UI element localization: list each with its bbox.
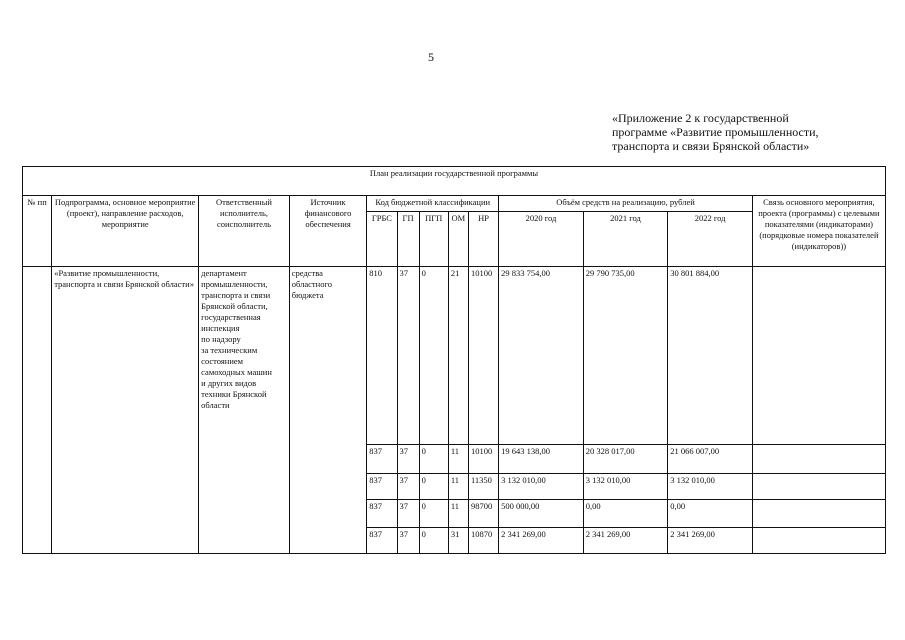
header-num: № пп [23,196,52,266]
cell-gp: 37 [397,527,419,553]
cell-link [752,473,885,499]
subheader-grbs: ГРБС [367,211,397,266]
cell-pgp: 0 [419,445,448,473]
cell-gp: 37 [397,500,419,527]
cell-link [752,266,885,445]
subheader-2020: 2020 год [499,211,584,266]
cell-2020: 500 000,00 [499,500,584,527]
cell-link [752,527,885,553]
cell-2022: 3 132 010,00 [668,473,753,499]
cell-2021: 0,00 [583,500,668,527]
header-volume: Объём средств на реализацию, рублей [499,196,753,211]
cell-om: 11 [448,473,468,499]
cell-pgp: 0 [419,473,448,499]
cell-executor: департамент промышленности, транспорта и связи Брянской области, государственная инспекция по надзору за техническим состоянием самоходных машин и других видов техники Брянской области [199,266,290,553]
cell-2022: 30 801 884,00 [668,266,753,445]
cell-2020: 29 833 754,00 [499,266,584,445]
appendix-line: транспорта и связи Брянской области» [612,139,810,153]
plan-table [22,166,886,554]
subheader-2022: 2022 год [668,211,753,266]
cell-2022: 21 066 007,00 [668,445,753,473]
cell-np: 10870 [468,527,498,553]
cell-2020: 3 132 010,00 [499,473,584,499]
cell-link [752,445,885,473]
cell-gp: 37 [397,445,419,473]
cell-np: 10100 [468,266,498,445]
cell-grbs: 837 [367,500,397,527]
cell-num [23,266,52,553]
subheader-gp: ГП [397,211,419,266]
cell-link [752,500,885,527]
cell-om: 31 [448,527,468,553]
cell-grbs: 810 [367,266,397,445]
cell-2021: 20 328 017,00 [583,445,668,473]
cell-2022: 2 341 269,00 [668,527,753,553]
page-number: 5 [428,50,434,64]
cell-2021: 3 132 010,00 [583,473,668,499]
header-budget-code: Код бюджетной классификации [367,196,499,211]
header-source: Источник финансового обеспечения [289,196,367,266]
cell-om: 21 [448,266,468,445]
cell-2022: 0,00 [668,500,753,527]
subheader-pgp: ПГП [419,211,448,266]
cell-2021: 2 341 269,00 [583,527,668,553]
cell-om: 11 [448,445,468,473]
subheader-om: ОМ [448,211,468,266]
cell-program: «Развитие промышленности, транспорта и связи Брянской области» [52,266,199,553]
subheader-np: НР [468,211,498,266]
cell-om: 11 [448,500,468,527]
cell-2020: 19 643 138,00 [499,445,584,473]
cell-2020: 2 341 269,00 [499,527,584,553]
table-title: План реализации государственной программы [23,167,886,196]
cell-2021: 29 790 735,00 [583,266,668,445]
header-program: Подпрограмма, основное мероприятие (проект), направление расходов, мероприятие [52,196,199,266]
cell-pgp: 0 [419,500,448,527]
cell-gp: 37 [397,473,419,499]
cell-grbs: 837 [367,445,397,473]
cell-pgp: 0 [419,527,448,553]
cell-np: 11350 [468,473,498,499]
appendix-line: «Приложение 2 к государственной [612,111,789,125]
appendix-line: программе «Развитие промышленности, [612,125,819,139]
appendix-caption [612,111,819,153]
cell-source: средства областного бюджета [289,266,367,553]
cell-grbs: 837 [367,473,397,499]
cell-np: 10100 [468,445,498,473]
subheader-2021: 2021 год [583,211,668,266]
cell-grbs: 837 [367,527,397,553]
cell-gp: 37 [397,266,419,445]
cell-pgp: 0 [419,266,448,445]
header-link: Связь основного мероприятия, проекта (программы) с целевыми показателями (индикаторами) (порядковые номера показателей (индикаторов)) [752,196,885,266]
cell-np: 98700 [468,500,498,527]
header-executor: Ответственный исполнитель, соисполнитель [199,196,290,266]
